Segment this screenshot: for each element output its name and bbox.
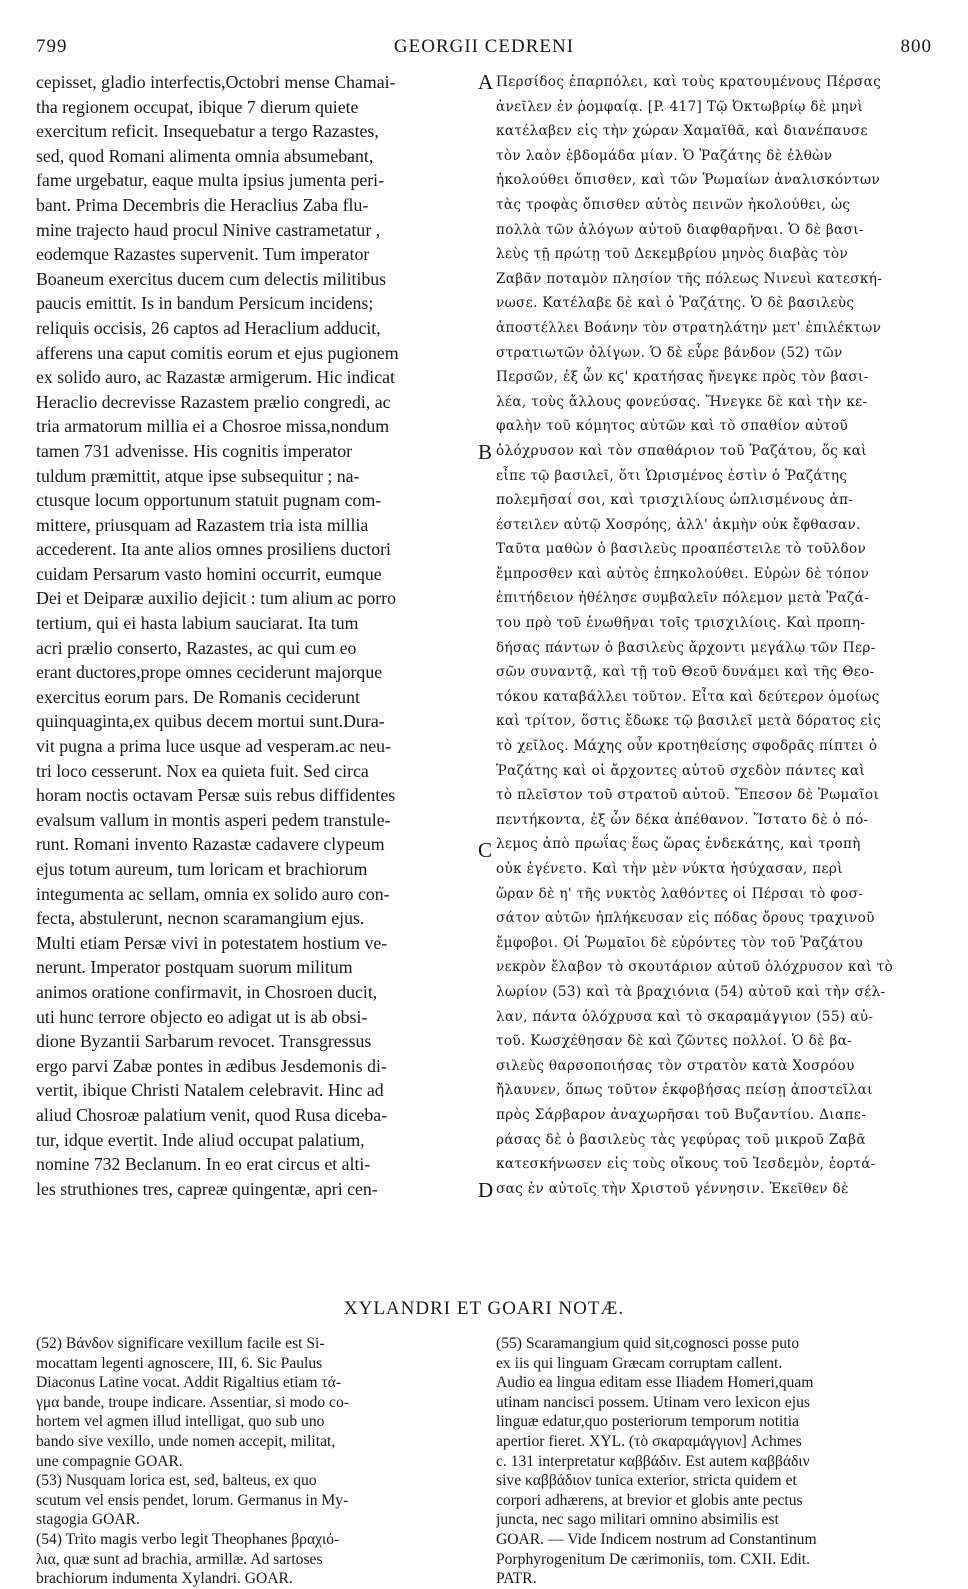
greek-line: λαν, πάντα ὁλόχρυσα καὶ τὸ σκαραμάγγιον (55) αὐ-: [496, 1008, 874, 1025]
latin-line: acri prælio conserto, Razastes, ac qui cum eo: [36, 637, 357, 658]
greek-line: σάτον αὐτῶν ἠπλήκευσαν εἰς πόδας ὄρους τραχινοῦ: [496, 910, 875, 927]
note-line: une compagnie GOAR.: [36, 1452, 183, 1470]
running-title: GEORGII CEDRENI: [393, 36, 575, 57]
latin-line: fame urgebatur, eaque multa ipsius jumenta peri-: [36, 170, 385, 191]
greek-line: τὸν λαὸν ἑβδομάδα μίαν. Ὁ Ῥαζάτης δὲ ἐλθὼν: [496, 147, 833, 164]
latin-line: eodemque Razastes supervenit. Tum imperator: [36, 244, 370, 265]
note-line: mocattam legenti agnoscere, III, 6. Sic Paulus: [36, 1354, 323, 1372]
latin-line: nomine 732 Beclanum. In eo erat circus et alti-: [36, 1154, 371, 1175]
latin-line: Heraclio decrevisse Razastem prælio congredi, ac: [36, 391, 391, 412]
latin-line: animos oratione confirmavit, in Chosroen ducit,: [36, 981, 378, 1002]
note-line: (54) Trito magis verbo legit Theophanes βραχιό-: [36, 1530, 340, 1548]
latin-line: ex solido auro, ac Razastæ armigerum. Hic indicat: [36, 367, 395, 388]
latin-line: ctusque locum opportunum statuit pugnam com-: [36, 490, 382, 511]
latin-line: erant ductores,prope omnes ceciderunt majorque: [36, 662, 383, 683]
latin-line: cuidam Persarum vasto homini occurrit, eumque: [36, 563, 382, 584]
latin-line: Boaneum exercitus ducem cum delectis militibus: [36, 268, 387, 289]
margin-marker-c: C: [478, 838, 493, 862]
greek-line: ἀνεῖλεν ἐν ῥομφαίᾳ. [P. 417] Τῷ Ὀκτωβρίῳ δὲ μηνὶ: [496, 98, 864, 115]
greek-line: καὶ τρίτον, ὅστις ἔδωκε τῷ βασιλεῖ μετὰ δόρατος εἰς: [496, 713, 882, 730]
note-line: γμα bande, troupe indicare. Assentiar, si modo co-: [36, 1393, 349, 1411]
greek-line: λωρίον (53) καὶ τὰ βραχιόνια (54) αὐτοῦ καὶ τὴν σέλ-: [496, 983, 886, 1000]
notes-left-column: [36, 1334, 472, 1589]
greek-line: φαλὴν τοῦ κόμητος αὐτῶν καὶ τὸ σπαθίον αὐτοῦ: [496, 418, 849, 435]
right-page-number: 800: [900, 36, 932, 57]
note-line: scutum vel ensis pendet, lorum. Germanus in My-: [36, 1491, 349, 1509]
greek-line: Περσῶν, ἐξ ὧν κϛ' κρατήσας ἤνεγκε πρὸς τὸν βασι-: [496, 369, 869, 386]
latin-line: ejus totum aureum, tum loricam et brachiorum: [36, 859, 368, 879]
greek-line: ἤλαυνεν, ὅπως τοῦτον ἐκφοβήσας πείσῃ ἀποστεῖλαι: [496, 1082, 873, 1099]
greek-line: πολεμῆσαί σοι, καὶ τρισχιλίους ὡπλισμένους ἀπ-: [496, 492, 854, 509]
latin-line: les struthiones tres, capreæ quingentæ, apri cen-: [36, 1178, 378, 1199]
latin-line: mittere, priusquam ad Razastem tria ista millia: [36, 514, 369, 535]
greek-line: Ταῦτα μαθὼν ὁ βασιλεὺς προαπέστειλε τὸ τοῦλδον: [496, 541, 867, 558]
latin-line: runt. Romani invento Razastæ cadavere clypeum: [36, 834, 385, 855]
margin-marker-d: D: [478, 1178, 494, 1202]
margin-marker-a: A: [478, 70, 494, 94]
note-line: corpori adhærens, at brevior et globis ante pectus: [496, 1491, 803, 1509]
latin-line: accederent. Ita ante alios omnes prosiliens ductori: [36, 539, 391, 560]
greek-line: οὐκ ἐγένετο. Καὶ τὴν μὲν νύκτα ἡσύχασαν, περὶ: [496, 861, 843, 877]
greek-line: Ζαβᾶν ποταμὸν πλησίον τῆς πόλεως Νινευὶ κατεσκή-: [496, 270, 883, 287]
greek-line: ὥραν δὲ η' τῆς νυκτὸς λαθόντες οἱ Πέρσαι τὸ φοσ-: [496, 885, 864, 902]
note-line: λια, quæ sunt ad brachia, armillæ. Ad sartoses: [36, 1550, 323, 1568]
greek-line: στρατιωτῶν ὀλίγων. Ὁ δὲ εὗρε βάνδον (52) τῶν: [496, 344, 843, 361]
note-line: juncta, nec sago militari omnino absimilis est: [496, 1511, 779, 1529]
note-line: brachiorum indumenta Xylandri. GOAR.: [36, 1570, 293, 1588]
note-line: Diaconus Latine vocat. Addit Rigaltius etiam τά-: [36, 1374, 342, 1392]
notes-right-column: [496, 1334, 932, 1589]
latin-line: tur, idque evertit. Inde aliud occupat palatium,: [36, 1129, 365, 1150]
greek-line: ράσας δὲ ὁ βασιλεὺς τὰς γεφύρας τοῦ μικροῦ Ζαβᾶ: [496, 1131, 866, 1148]
note-line: utinam nancisci possem. Utinam vero lexicon ejus: [496, 1393, 810, 1411]
greek-line: σῶν συναντᾷ, καὶ τῇ τοῦ Θεοῦ δυνάμει καὶ τῆς Θεο-: [496, 664, 875, 681]
greek-line: Ῥαζάτης καὶ οἱ ἄρχοντες αὐτοῦ σχεδὸν πάντες καὶ: [496, 762, 866, 779]
note-line: Porphyrogenitum De cærimoniis, tom. CXII. Edit.: [496, 1550, 811, 1568]
running-header: [36, 36, 932, 62]
greek-line: πεντήκοντα, ἐξ ὧν δέκα ἀπέθανον. Ἵστατο δὲ ὁ πό-: [496, 811, 869, 828]
margin-marker-b: B: [478, 440, 493, 464]
greek-line: ἐπιτήδειον ἠθέλησε συμβαλεῖν πόλεμον μετὰ Ῥαζά-: [496, 590, 870, 607]
latin-line: integumenta ac sellam, omnia ex solido auro con-: [36, 883, 390, 904]
left-page-number: 799: [36, 36, 68, 57]
latin-line: bant. Prima Decembris die Heraclius Zaba flu-: [36, 194, 369, 215]
greek-line: πρὸς Σάρβαρον ἀναχωρῆσαι τοῦ Βυζαντίου. Διαπε-: [496, 1106, 867, 1123]
latin-line: paucis emittit. Is in bandum Persicum incidens;: [36, 293, 374, 314]
greek-line: τὰς τροφὰς ὄπισθεν αὐτὸς πεινῶν ἠκολούθει, ὡς: [496, 196, 851, 213]
latin-text-column: [36, 70, 480, 1201]
greek-line: νωσε. Κατέλαβε δὲ καὶ ὁ Ῥαζάτης. Ὁ δὲ βασιλεὺς: [496, 295, 855, 312]
latin-line: tri loco cesserunt. Nox ea quieta fuit. Sed circa: [36, 760, 369, 781]
note-line: c. 131 interpretatur καββάδιν. Est autem καββάδιν: [496, 1452, 810, 1470]
latin-line: Multi etiam Persæ vivi in potestatem hostium ve-: [36, 932, 388, 953]
greek-line: Περσίδος ἐπαρπόλει, καὶ τοὺς κρατουμένους Πέρσας: [496, 74, 882, 90]
greek-line: τὸ πλεῖστον τοῦ στρατοῦ αὐτοῦ. Ἔπεσον δὲ Ῥωμαῖοι: [496, 787, 880, 804]
latin-line: tha regionem occupat, ibique 7 dierum quiete: [36, 96, 359, 117]
greek-line: λεὺς τῇ πρώτῃ τοῦ Δεκεμβρίου μηνὸς διαβὰς τὸν: [496, 246, 849, 263]
greek-line: τόκου καταβάλλει τοῦτον. Εἶτα καὶ δεύτερον ὁμοίως: [496, 688, 880, 705]
latin-line: Dei et Deiparæ auxilio dejicit : tum alium ac porro: [36, 588, 396, 609]
latin-line: tuldum præmittit, atque ipse subsequitur ; na-: [36, 465, 360, 486]
note-line: apertior fieret. XYL. (τὸ σκαραμάγγιον] Achmes: [496, 1432, 802, 1450]
note-line: Audio ea lingua editam esse Iliadem Homeri,quam: [496, 1374, 814, 1392]
greek-line: σιλεὺς θαρσοποιήσας τὸν στρατὸν κατὰ Χοσρόου: [496, 1057, 855, 1074]
note-line: (52) Βάνδον significare vexillum facile est Si-: [36, 1335, 325, 1352]
latin-line: tertium, qui ei hasta labium sauciarat. Ita tum: [36, 613, 359, 634]
greek-line: νεκρὸν ἔλαβον τὸ σκουτάριον αὐτοῦ ὁλόχρυσον καὶ τὸ: [496, 959, 894, 976]
notes-title: XYLANDRI ET GOARI NOTÆ.: [343, 1298, 625, 1319]
latin-line: evalsum vallum in montis asperi pedem transtule-: [36, 809, 391, 830]
greek-line: του πρὸ τοῦ ἑνωθῆναι τοῖς τρισχιλίοις. Καὶ προπη-: [496, 615, 866, 632]
greek-line: ἠκολούθει ὄπισθεν, καὶ τῶν Ῥωμαίων ἀναλισκόντων: [496, 172, 881, 189]
greek-line: εἶπε τῷ βασιλεῖ, ὅτι Ὡρισμένος ἐστὶν ὁ Ῥαζάτης: [496, 467, 848, 484]
latin-line: afferens una caput comitis eorum et ejus pugionem: [36, 342, 399, 363]
greek-line: ἔμφοβοι. Οἱ Ῥωμαῖοι δὲ εὑρόντες τὸν τοῦ Ῥαζάτου: [496, 934, 864, 951]
greek-line: τοῦ. Κωσχέθησαν δὲ καὶ ζῶντες πολλοί. Ὁ δὲ βα-: [496, 1033, 853, 1050]
note-line: linguæ edatur,quo posteriorum temporum notitia: [496, 1413, 799, 1431]
latin-line: mine trajecto haud procul Ninive castrametatur ,: [36, 219, 381, 240]
note-line: stagogia GOAR.: [36, 1511, 140, 1529]
greek-text-column: [496, 70, 936, 1201]
greek-line: δήσας πάντων ὁ βασιλεὺς ἄρχοντι μεγάλῳ τῶν Περ-: [496, 639, 876, 656]
latin-line: tamen 731 advenisse. His cognitis imperator: [36, 440, 353, 461]
latin-line: ergo parvi Zabæ pontes in ædibus Jesdemonis di-: [36, 1055, 387, 1076]
latin-line: exercitus eorum pars. De Romanis ceciderunt: [36, 686, 360, 707]
note-line: ex iis qui linguam Græcam corruptam callent.: [496, 1354, 783, 1372]
greek-line: κατεσκήνωσεν εἰς τοὺς οἴκους τοῦ Ἰεσδεμὸν, ἑορτά-: [496, 1156, 876, 1173]
note-line: (55) Scaramangium quid sit,cognosci posse puto: [496, 1335, 800, 1352]
greek-line: λέα, τοὺς ἄλλους φονεύσας. Ἤνεγκε δὲ καὶ τὴν κε-: [496, 393, 868, 410]
latin-line: quinquaginta,ex quibus decem mortui sunt.Dura-: [36, 711, 385, 732]
greek-line: πολλὰ τῶν ἀλόγων αὐτοῦ διαφθαρῆναι. Ὁ δὲ βασι-: [496, 221, 864, 238]
latin-line: cepisset, gladio interfectis,Octobri mense Chamai-: [36, 72, 396, 92]
latin-line: vit pugna a prima luce usque ad vesperam.ac neu-: [36, 736, 391, 757]
greek-line: κατέλαβεν εἰς τὴν χώραν Χαμαϊθᾶ, καὶ διανέπαυσε: [496, 123, 868, 140]
latin-line: tria armatorum millia ei a Chosroe missa,nondum: [36, 416, 390, 437]
note-line: hortem vel agmen illud intelligat, quo sub uno: [36, 1413, 325, 1431]
note-line: PATR.: [496, 1570, 537, 1588]
greek-line: ὁλόχρυσον καὶ τὸν σπαθάριον τοῦ Ῥαζάτου, ὅς καὶ: [496, 442, 867, 459]
latin-line: nerunt. Imperator postquam suorum militum: [36, 957, 353, 978]
latin-line: dione Byzantii Sarbarum revocet. Transgressus: [36, 1031, 372, 1052]
note-line: (53) Nusquam lorica est, sed, balteus, ex quo: [36, 1472, 317, 1490]
greek-line: λεμος ἀπὸ πρωΐας ἕως ὥρας ἑνδεκάτης, καὶ τροπὴ: [496, 836, 861, 853]
latin-line: aliud Chosroæ palatium venit, quod Rusa diceba-: [36, 1104, 388, 1125]
latin-line: fecta, abstulerunt, necnon scaramangium ejus.: [36, 908, 365, 929]
latin-line: reliquis occisis, 26 captos ad Heraclium adducit,: [36, 317, 381, 338]
greek-line: έστειλεν αὐτῷ Χοσρόης, ἀλλ' ἀκμὴν οὐκ ἔφθασαν.: [496, 516, 861, 533]
greek-line: σας ἐν αὐτοῖς τὴν Χριστοῦ γέννησιν. Ἐκεῖθεν δὲ: [496, 1180, 849, 1197]
greek-line: τὸ χεῖλος. Μάχης οὖν κροτηθείσης σφοδρᾶς πίπτει ὁ: [496, 738, 878, 755]
latin-line: horam noctis octavam Persæ suis rebus diffidentes: [36, 785, 396, 806]
latin-line: vertit, ibique Christi Natalem celebravit. Hinc ad: [36, 1080, 384, 1101]
note-line: bando sive vexillo, unde nomen accepit, militat,: [36, 1432, 336, 1450]
latin-line: sed, quod Romani alimenta omnia absumebant,: [36, 145, 374, 166]
latin-line: exercitum reficit. Insequebatur a tergo Razastes,: [36, 121, 379, 142]
note-line: GOAR. — Vide Indicem nostrum ad Constantinum: [496, 1530, 817, 1548]
greek-line: ἔμπροσθεν καὶ αὐτὸς ἐπηκολούθει. Εὑρὼν δὲ τόπον: [496, 565, 870, 582]
greek-line: ἀποστέλλει Βοάνην τὸν στρατηλάτην μετ' ἐπιλέκτων: [496, 319, 882, 336]
note-line: sive καββάδιον tunica exterior, stricta quidem et: [496, 1472, 797, 1490]
latin-line: uti hunc terrore objecto eo adigat ut is ab obsi-: [36, 1006, 368, 1027]
